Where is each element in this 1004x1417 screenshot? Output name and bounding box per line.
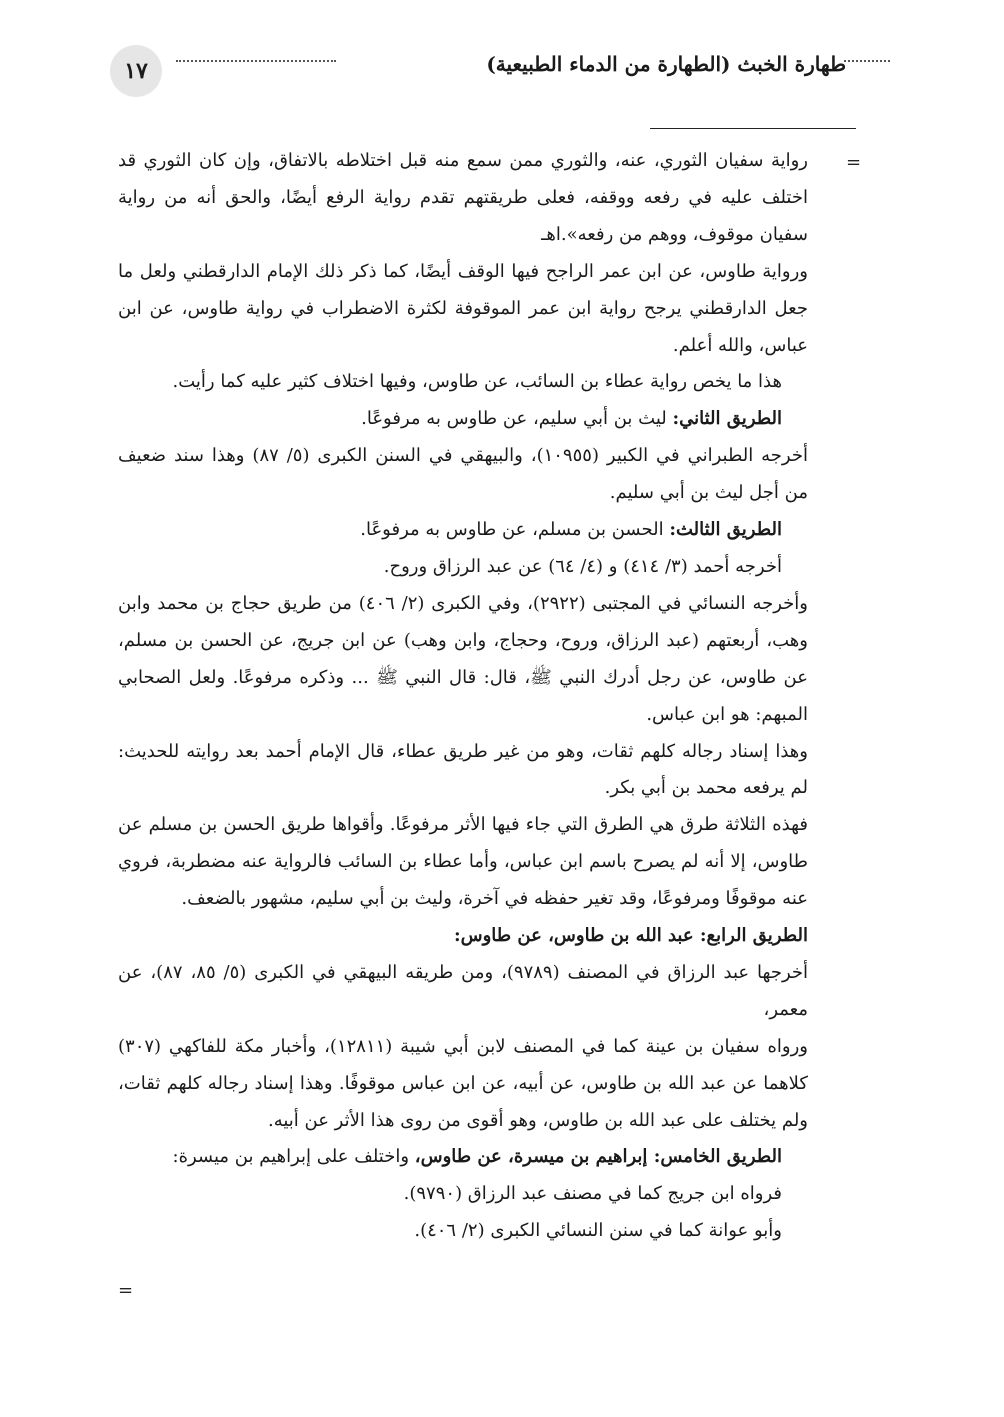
paragraph: ورواه سفيان بن عينة كما في المصنف لابن أبي شيبة (١٢٨١١)، وأخبار مكة للفاكهي (٣٠٧) كلاهما عن عبد الله بن طاوس، عن أبيه، عن ابن عباس موقوفًا. وهذا إسناد رجاله كلهم ثقات، ولم يختلف على عبد الله بن طاوس، وهو أقوى من روى هذا الأثر عن أبيه. bbox=[118, 1035, 808, 1131]
paragraph: وأخرجه النسائي في المجتبى (٢٩٢٢)، وفي الكبرى (٢/ ٤٠٦) من طريق حجاج بن محمد وابن وهب، أربعتهم (عبد الرزاق، وروح، وحجاج، وابن وهب) عن ابن جريج، عن الحسن بن مسلم، عن طاوس، عن رجل أدرك النبي ﷺ، قال: قال النبي ﷺ ... وذكره مرفوعًا. ولعل الصحابي المبهم: هو ابن عباس. bbox=[118, 592, 808, 725]
paragraph: وأبو عوانة كما في سنن النسائي الكبرى (٢/ ٤٠٦). bbox=[414, 1220, 782, 1242]
route-heading: الطريق الثالث: الحسن بن مسلم، عن طاوس به مرفوعًا. bbox=[360, 519, 782, 541]
route-label: الطريق الخامس: إبراهيم بن ميسرة، عن طاوس، bbox=[414, 1146, 782, 1168]
route-heading bbox=[118, 918, 808, 955]
header-dots-left bbox=[176, 60, 336, 62]
paragraph: أخرجه أحمد (٣/ ٤١٤) و (٤/ ٦٤) عن عبد الرزاق وروح. bbox=[383, 555, 782, 577]
footnote-separator bbox=[650, 128, 856, 129]
paragraph: رواية سفيان الثوري، عنه، والثوري ممن سمع منه قبل اختلاطه بالاتفاق، وإن كان الثوري قد اختلف عليه في رفعه ووقفه، فعلى طريقتهم تقدم رواية الرفع أيضًا، والحق أنه من رواية سفيان موقوف، ووهم من رفعه».اهـ bbox=[118, 150, 808, 245]
route-heading: الطريق الخامس: إبراهيم بن ميسرة، عن طاوس، واختلف على إبراهيم بن ميسرة: bbox=[172, 1146, 782, 1168]
route-heading: الطريق الثاني: ليث بن أبي سليم، عن طاوس به مرفوعًا. bbox=[361, 408, 782, 430]
continuation-mark-top: = bbox=[846, 152, 862, 173]
page-number-text: ١٧ bbox=[124, 58, 148, 84]
page-number bbox=[110, 45, 162, 97]
paragraph: أخرجها عبد الرزاق في المصنف (٩٧٨٩)، ومن طريقه البيهقي في الكبرى (٥/ ٨٥، ٨٧)، عن معمر، bbox=[118, 961, 809, 1020]
footnote-body bbox=[118, 143, 808, 1250]
paragraph: ورواية طاوس، عن ابن عمر الراجح فيها الوقف أيضًا، كما ذكر ذلك الإمام الدارقطني ولعل ما جعل الدارقطني يرجح رواية ابن عمر الموقوفة لكثرة الاضطراب في رواية طاوس، عن ابن عباس، والله أعلم. bbox=[118, 260, 808, 356]
paragraph: فهذه الثلاثة طرق هي الطرق التي جاء فيها الأثر مرفوعًا. وأقواها طريق الحسن بن مسلم عن طاوس، إلا أنه لم يصرح باسم ابن عباس، وأما عطاء بن السائب فالرواية عنه مضطربة، فروي عنه موقوفًا ومرفوعًا، وقد تغير حفظه في آخرة، وليث بن أبي سليم، مشهور بالضعف. bbox=[118, 814, 808, 910]
header-dots-right bbox=[844, 60, 890, 62]
route-label: الطريق الثالث: bbox=[669, 519, 782, 541]
paragraph: وهذا إسناد رجاله كلهم ثقات، وهو من غير طريق عطاء، قال الإمام أحمد بعد روايته للحديث: لم يرفعه محمد بن أبي بكر. bbox=[118, 740, 808, 799]
paragraph: أخرجه الطبراني في الكبير (١٠٩٥٥)، والبيهقي في السنن الكبرى (٥/ ٨٧) وهذا سند ضعيف من أجل ليث بن أبي سليم. bbox=[118, 445, 808, 504]
paragraph: هذا ما يخص رواية عطاء بن السائب، عن طاوس، وفيها اختلاف كثير عليه كما رأيت. bbox=[172, 371, 782, 393]
running-header-title: طهارة الخبث (الطهارة من الدماء الطبيعية) bbox=[486, 52, 846, 76]
paragraph: فرواه ابن جريج كما في مصنف عبد الرزاق (٩٧٩٠). bbox=[403, 1183, 782, 1205]
route-label: الطريق الثاني: bbox=[672, 408, 782, 430]
route-label: الطريق الرابع: عبد الله بن طاوس، عن طاوس: bbox=[454, 925, 808, 947]
continuation-mark-bottom: = bbox=[118, 1280, 134, 1301]
